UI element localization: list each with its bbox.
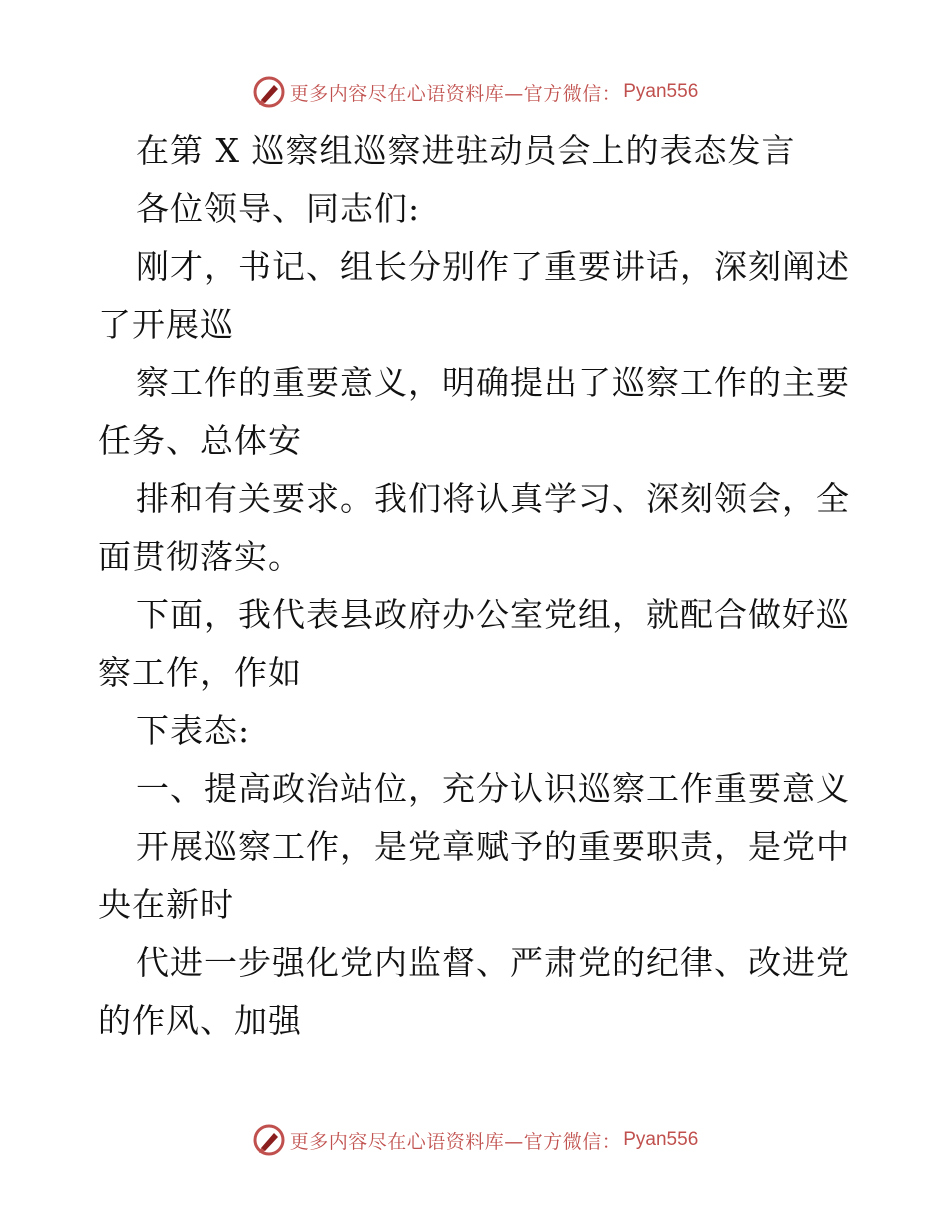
paragraph-line: 任务、总体安: [98, 421, 302, 460]
banner-text: 更多内容尽在心语资料库—官方微信：: [289, 1130, 622, 1153]
section-heading: 一、提高政治站位，充分认识巡察工作重要意义: [136, 769, 850, 808]
document-title: 在第 X 巡察组巡察进驻动员会上的表态发言: [136, 131, 796, 170]
paragraph-line: 面贯彻落实。: [98, 537, 302, 576]
paragraph-line: 察工作的重要意义，明确提出了巡察工作的主要: [136, 363, 850, 402]
pen-logo-icon: [252, 75, 286, 109]
paragraph-line: 央在新时: [98, 885, 234, 924]
paragraph-line: 下面，我代表县政府办公室党组，就配合做好巡: [136, 595, 850, 634]
document-body: [98, 122, 858, 1050]
paragraph-line: 下表态:: [136, 711, 251, 750]
header-banner: [0, 70, 950, 114]
paragraph-line: 排和有关要求。我们将认真学习、深刻领会，全: [136, 479, 850, 518]
banner-text: 更多内容尽在心语资料库—官方微信：: [289, 82, 622, 105]
paragraph-line: 代进一步强化党内监督、严肃党的纪律、改进党: [136, 943, 850, 982]
paragraph-line: 开展巡察工作，是党章赋予的重要职责，是党中: [136, 827, 850, 866]
paragraph-line: 刚才，书记、组长分别作了重要讲话，深刻阐述: [136, 247, 850, 286]
wechat-id: Pyan556: [623, 81, 699, 102]
wechat-id: Pyan556: [623, 1129, 699, 1150]
pen-logo-icon: [252, 1123, 286, 1157]
paragraph-line: 察工作，作如: [98, 653, 302, 692]
salutation: 各位领导、同志们:: [136, 189, 421, 228]
paragraph-line: 了开展巡: [98, 305, 234, 344]
footer-banner: [0, 1118, 950, 1162]
paragraph-line: 的作风、加强: [98, 1001, 302, 1040]
